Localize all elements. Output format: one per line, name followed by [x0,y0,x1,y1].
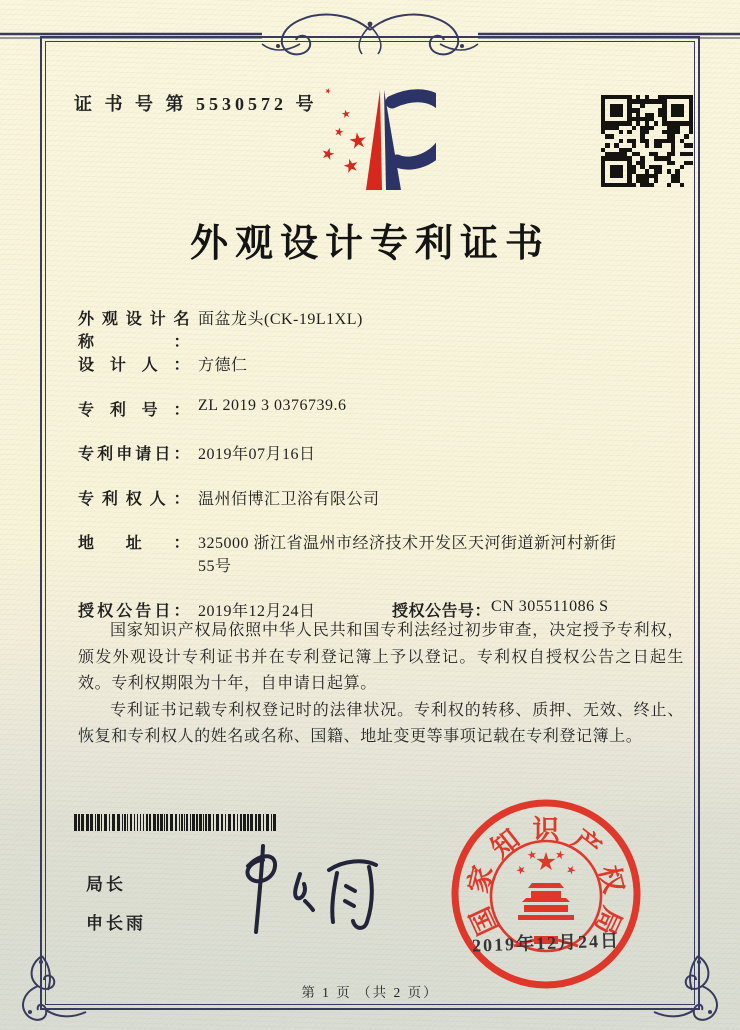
field-label: 设计人： [78,357,190,374]
field-designer [78,352,668,397]
barcode-bar [208,814,211,831]
barcode-bar [186,814,188,831]
qr-module [689,183,693,187]
field-value: ZL 2019 3 0376739.6 [198,396,347,414]
barcode-bar [247,814,249,831]
barcode-bar [199,814,202,831]
barcode-bar [175,814,177,831]
barcode-bar [205,814,207,831]
barcode-bar [184,814,185,831]
seal-char: 权 [593,862,629,896]
barcode-bar [134,814,135,831]
field-address [78,530,668,598]
seal-char: 国 [464,902,504,940]
barcode-bar [179,814,180,831]
barcode-bar [213,814,214,831]
barcode-bar [95,814,96,831]
seal-char: 识 [532,815,560,845]
officer-title: 局长 [86,875,126,894]
barcode-bar [240,814,242,831]
barcode-bar [181,814,183,831]
barcode-bar [255,814,257,831]
top-flourish-ornament [0,0,740,64]
officer-name: 申长雨 [86,914,146,933]
legal-text [78,618,684,751]
seal-char: 产 [566,823,607,864]
barcode-bar [263,814,264,831]
barcode-bar [86,814,89,831]
barcode-bar [74,814,77,831]
barcode-bar [203,814,204,831]
barcode-bar [81,814,84,831]
barcode-bar [109,814,110,831]
seal-char: 家 [463,862,499,896]
barcode-bar [97,814,100,831]
barcode-bar [216,814,219,831]
barcode-bar [104,814,107,831]
barcode-bar [117,814,120,831]
commissioner-signature [196,838,401,943]
barcode-bar [192,814,195,831]
bottom-left-flourish-icon [8,952,88,1026]
grant-number-value: CN 305511086 S [491,598,609,615]
barcode-bar [143,814,144,831]
barcode-bar [250,814,253,831]
qr-code [601,95,693,187]
barcode-bar [137,814,138,831]
field-value: 2019年07月16日 [198,446,316,463]
barcode-bar [258,814,261,831]
barcode-bar [166,814,168,831]
field-design-name [78,306,668,352]
barcode-bar [90,814,93,831]
seal-char: 知 [485,823,526,864]
barcode-bar [228,814,231,831]
barcode [74,814,282,831]
field-application-date [78,441,668,486]
barcode-bar [271,814,272,831]
barcode-bar [101,814,102,831]
barcode-bar [196,814,198,831]
barcode-bar [221,814,223,831]
barcode-bar [153,814,156,831]
barcode-bar [266,814,269,831]
field-label: 外观设计名称： [78,311,190,351]
barcode-bar [122,814,123,831]
barcode-bar [225,814,226,831]
barcode-bar [157,814,159,831]
field-patent-number [78,397,668,442]
barcode-bar [170,814,173,831]
seal-char: 局 [588,902,628,940]
barcode-bar [273,814,276,831]
field-list [78,306,668,642]
legal-paragraph-2: 专利证书记载专利权登记时的法律状况。专利权的转移、质押、无效、终止、恢复和专利权人的姓名或名称、国籍、地址变更等事项记载在专利登记簿上。 [78,701,684,745]
barcode-bar [164,814,165,831]
field-value: 方德仁 [198,357,248,374]
barcode-bar [127,814,128,831]
barcode-bar [124,814,126,831]
certificate-title: 外观设计专利证书 [189,223,550,265]
certificate-number: 证 书 号 第 5530572 号 [74,94,318,114]
barcode-bar [112,814,115,831]
field-value: 面盆龙头(CK-19L1XL) [198,311,363,328]
barcode-bar [130,814,132,831]
barcode-bar [243,814,246,831]
grant-date-label: 授权公告日： [78,603,190,620]
barcode-bar [160,814,163,831]
official-seal [448,796,644,992]
field-label: 专利号： [78,401,190,419]
legal-paragraph-1: 国家知识产权局依照中华人民共和国专利法经过初步审查，决定授予专利权，颁发外观设计专利证书并在专利登记簿上予以登记。专利权自授权公告之日起生效。专利权期限为十年，自申请日起算。 [78,622,684,692]
field-label: 地址： [78,535,190,552]
field-value: 325000 浙江省温州市经济技术开发区天河街道新河村新街55号 [198,535,617,575]
page-footer: 第 1 页 （共 2 页） [301,985,439,1000]
barcode-bar [140,814,141,831]
officer-block [86,870,146,948]
seal-date: 2019年12月24日 [471,930,621,956]
grant-date-value: 2019年12月24日 [198,603,316,620]
barcode-bar [78,814,80,831]
cnipa-logo-icon [306,84,436,198]
field-patentee [78,486,668,531]
field-label: 专利权人： [78,490,190,508]
barcode-bar [190,814,191,831]
bottom-right-flourish-icon [652,952,732,1026]
barcode-bar [149,814,151,831]
barcode-bar [237,814,238,831]
barcode-bar [146,814,148,831]
grant-number-label: 授权公告号： [392,603,492,620]
field-label: 专利申请日： [78,446,190,463]
barcode-bar [233,814,235,831]
field-value: 温州佰博汇卫浴有限公司 [198,490,380,508]
